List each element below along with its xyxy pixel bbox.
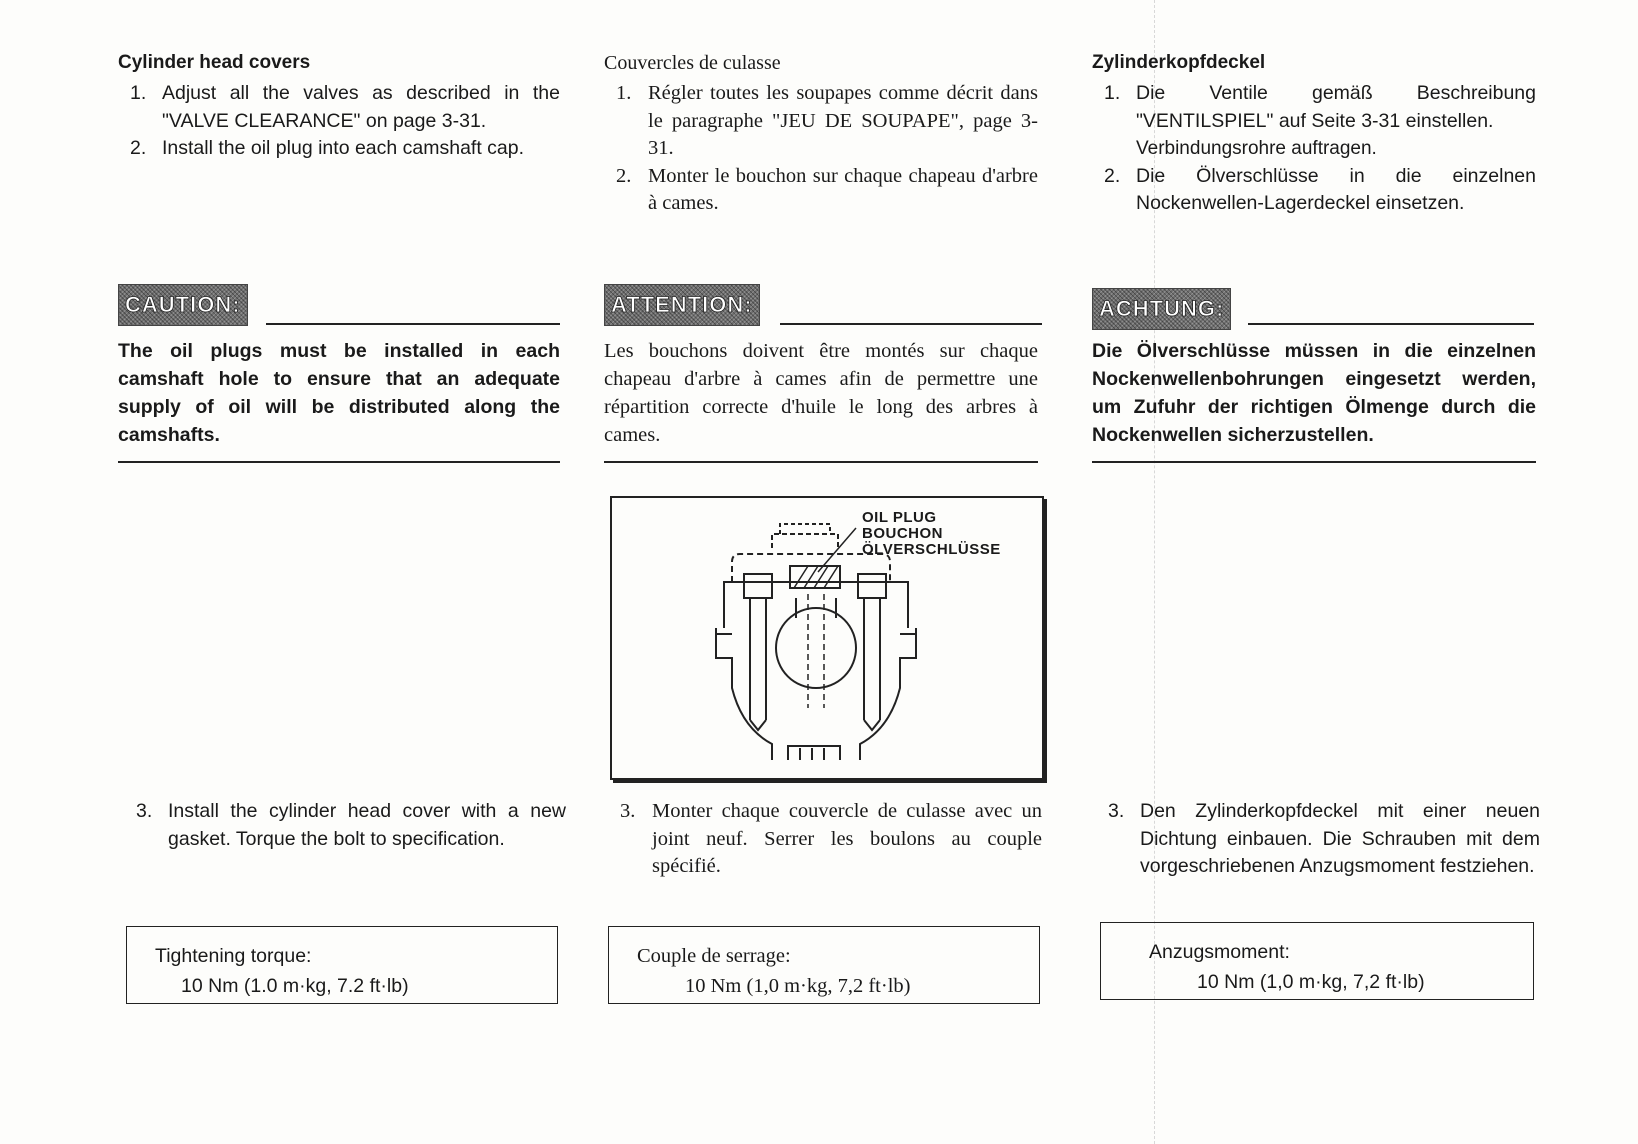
achtung-text: Die Ölverschlüsse müssen in die einzelnen Nockenwellenbohrungen eingesetzt werden, um Zufuhr der richtigen Ölmenge durch die Nockenwellen sicherzustellen. (1092, 340, 1536, 446)
step-item (1092, 80, 1536, 135)
steps-list (604, 80, 1038, 218)
step-number: 2. (130, 137, 147, 159)
attention-text: Les bouchons doivent être montés sur chaque chapeau d'arbre à cames afin de permettre une répartition correcte d'huile le long des arbres à cames. (604, 340, 1038, 446)
steps-list (124, 798, 566, 853)
steps-list (608, 798, 1042, 881)
step-text: Install the oil plug into each camshaft cap. (162, 137, 525, 159)
step-number: 3. (136, 800, 153, 822)
torque-spec-value: 10 Nm (1,0 m·kg, 7,2 ft·lb) (1197, 971, 1425, 993)
attention-rule (780, 323, 1042, 325)
step-text: Die Ventile gemäß Beschreibung "VENTILSPIEL" auf Seite 3-31 einstellen. (1136, 82, 1536, 132)
step-text: Install the cylinder head cover with a new gasket. Torque the bolt to specification. (168, 800, 566, 850)
bouchon-label: BOUCHON (862, 525, 943, 542)
torque-spec-label: Couple de serrage: (637, 945, 791, 967)
attention-bottom-rule (604, 461, 1038, 463)
step-item (124, 798, 566, 853)
torque-spec-box (126, 926, 558, 1004)
section-heading: Couvercles de culasse (604, 52, 781, 74)
torque-spec-box (608, 926, 1040, 1004)
step-item (1096, 798, 1540, 881)
caution-text: The oil plugs must be installed in each camshaft hole to ensure that an adequate supply of oil will be distributed along the camshafts. (118, 340, 560, 446)
step-number: 1. (616, 82, 632, 104)
step-text: Den Zylinderkopfdeckel mit einer neuen Dichtung einbauen. Die Schrauben mit dem vorgeschriebenen Anzugsmoment festziehen. (1140, 800, 1540, 877)
torque-spec-value: 10 Nm (1.0 m·kg, 7.2 ft·lb) (181, 975, 409, 997)
caution-bottom-rule (118, 461, 560, 463)
step-item (118, 135, 560, 163)
step-number: 3. (620, 800, 636, 822)
achtung-rule (1248, 323, 1534, 325)
achtung-bottom-rule (1092, 461, 1536, 463)
steps-list (1096, 798, 1540, 881)
oil-plug-diagram (610, 496, 1044, 780)
section-heading: Cylinder head covers (118, 52, 311, 73)
steps-list (118, 80, 560, 163)
steps-list (1092, 80, 1536, 218)
step-number: 2. (616, 164, 632, 187)
torque-spec-label: Tightening torque: (155, 945, 312, 967)
oil-plug-label: OIL PLUG (862, 509, 937, 526)
step-note: Verbindungsrohre auftragen. (1136, 138, 1377, 159)
step-item (604, 163, 1038, 218)
step-item (604, 80, 1038, 163)
achtung-badge: ACHTUNG: (1092, 288, 1231, 330)
step-text: Die Ölverschlüsse in die einzelnen Nockenwellen-Lagerdeckel einsetzen. (1136, 164, 1536, 214)
step-number: 2. (1104, 164, 1121, 187)
caution-badge: CAUTION: (118, 284, 248, 326)
camshaft-cap-drawing (612, 498, 1042, 778)
step-text: Régler toutes les soupapes comme décrit dans le paragraphe "JEU DE SOUPAPE", page 3-31. (648, 82, 1038, 159)
step-number: 1. (1104, 82, 1121, 104)
section-heading: Zylinderkopfdeckel (1092, 52, 1266, 73)
step-text: Adjust all the valves as described in the "VALVE CLEARANCE" on page 3-31. (162, 82, 560, 132)
caution-rule (266, 323, 560, 325)
step-text: Monter le bouchon sur chaque chapeau d'arbre à cames. (648, 164, 1038, 214)
step-number: 1. (130, 82, 147, 104)
olverschlusse-label: ÖLVERSCHLÜSSE (862, 541, 1001, 558)
step-text: Monter chaque couvercle de culasse avec un joint neuf. Serrer les boulons au couple spécifié. (652, 800, 1042, 877)
torque-spec-label: Anzugsmoment: (1149, 941, 1290, 963)
step-item (1092, 163, 1536, 218)
attention-badge: ATTENTION: (604, 284, 760, 326)
step-number: 3. (1108, 800, 1125, 822)
step-item (608, 798, 1042, 881)
step-item (118, 80, 560, 135)
torque-spec-value: 10 Nm (1,0 m·kg, 7,2 ft·lb) (685, 975, 911, 997)
torque-spec-box (1100, 922, 1534, 1000)
